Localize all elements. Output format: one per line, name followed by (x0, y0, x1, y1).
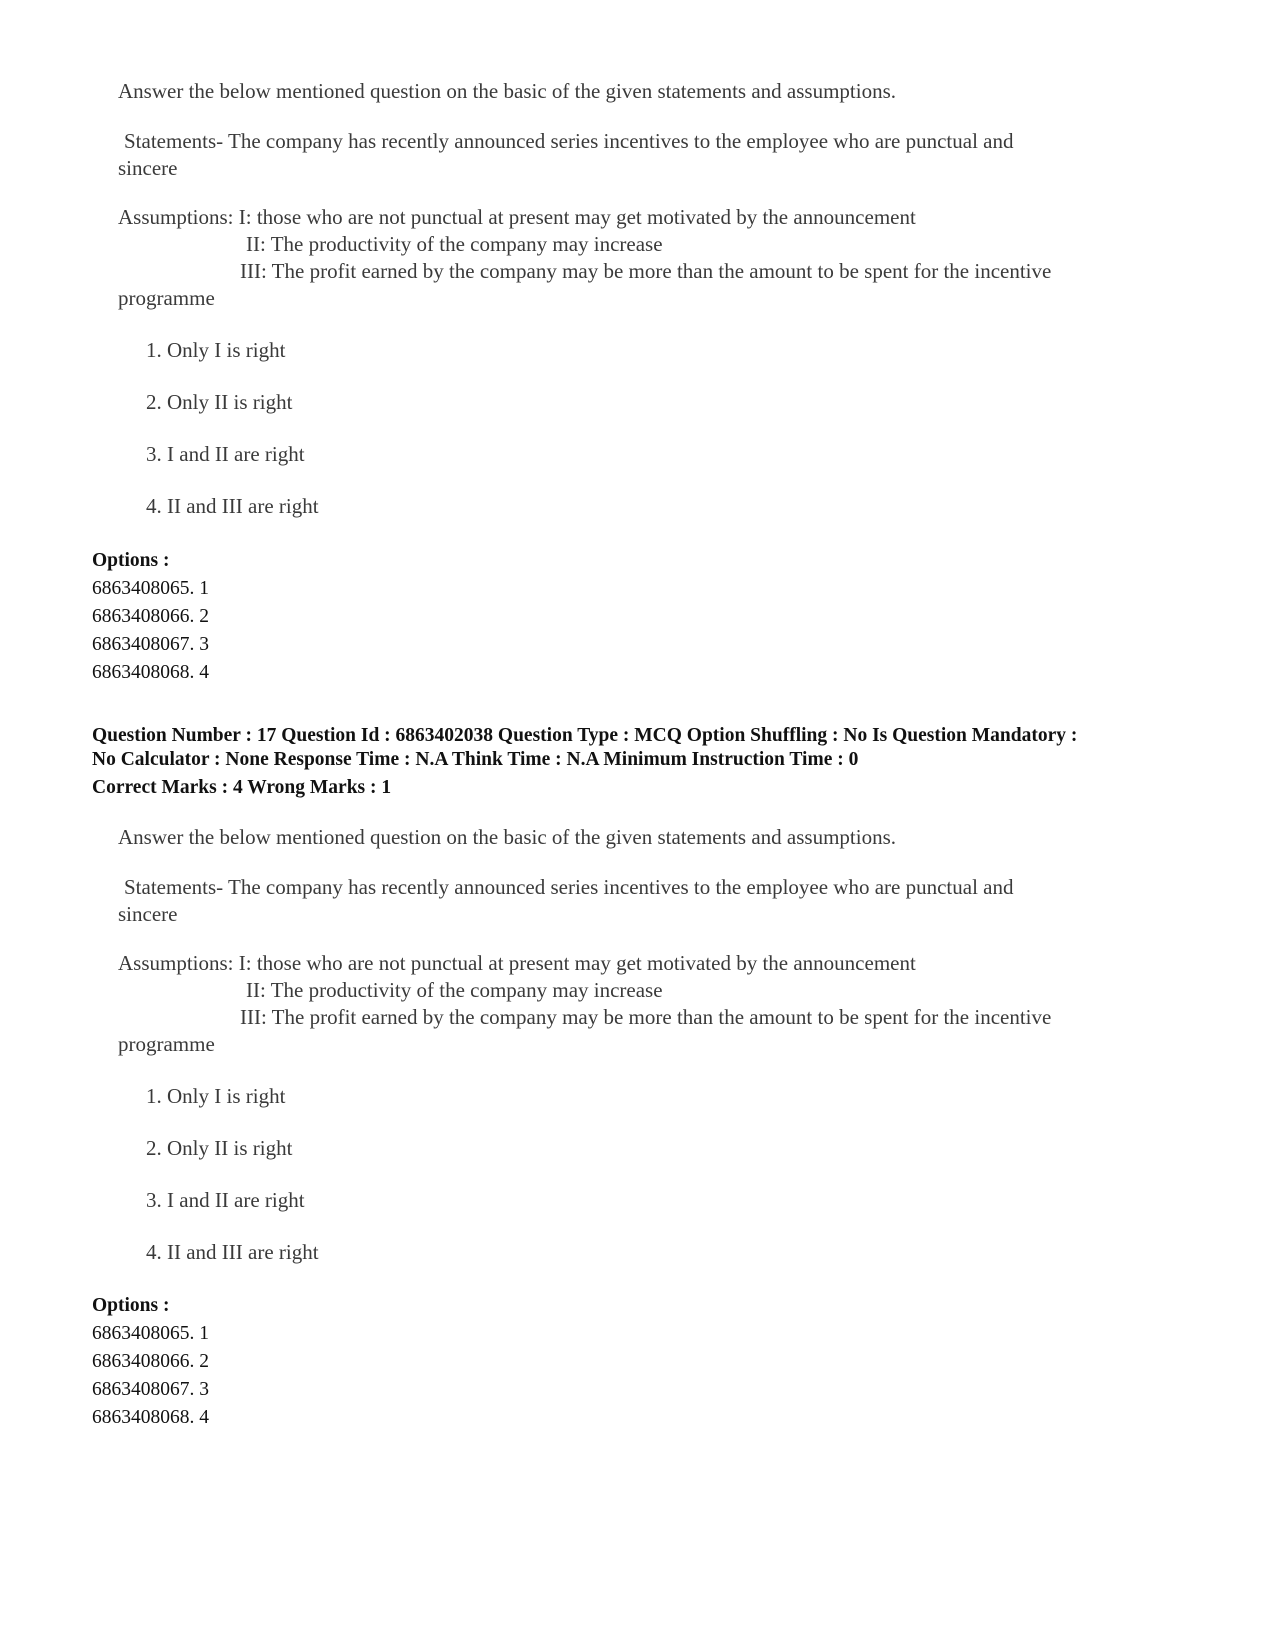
question-intro: Answer the below mentioned question on the basic of the given statements and assumptions. (118, 825, 897, 849)
statement-line-1: Statements- The company has recently announced series incentives to the employee who are punctual and (124, 129, 1014, 153)
option-item: 6863408067. 3 (92, 1379, 209, 1400)
choice-1: 1. Only I is right (146, 1084, 286, 1108)
assumption-3-cont: programme (118, 1032, 215, 1056)
choice-3: 3. I and II are right (146, 442, 305, 466)
assumption-3-cont: programme (118, 286, 215, 310)
option-item: 6863408068. 4 (92, 662, 209, 683)
question-header-line-2: No Calculator : None Response Time : N.A Think Time : N.A Minimum Instruction Time : 0 (92, 749, 859, 770)
assumption-3: III: The profit earned by the company may be more than the amount to be spent for the incentive (240, 1005, 1052, 1029)
question-intro: Answer the below mentioned question on the basic of the given statements and assumptions. (118, 79, 897, 103)
choice-4: 4. II and III are right (146, 1240, 319, 1264)
options-label: Options : (92, 550, 170, 571)
choice-2: 2. Only II is right (146, 1136, 293, 1160)
option-item: 6863408066. 2 (92, 606, 209, 627)
option-item: 6863408065. 1 (92, 578, 209, 599)
choice-3: 3. I and II are right (146, 1188, 305, 1212)
question-marks: Correct Marks : 4 Wrong Marks : 1 (92, 777, 392, 798)
option-item: 6863408066. 2 (92, 1351, 209, 1372)
option-item: 6863408065. 1 (92, 1323, 209, 1344)
statement-line-2: sincere (118, 902, 178, 926)
assumption-2: II: The productivity of the company may increase (246, 978, 663, 1002)
assumption-2: II: The productivity of the company may increase (246, 232, 663, 256)
assumption-3: III: The profit earned by the company may be more than the amount to be spent for the incentive (240, 259, 1052, 283)
option-item: 6863408067. 3 (92, 634, 209, 655)
option-item: 6863408068. 4 (92, 1407, 209, 1428)
choice-4: 4. II and III are right (146, 494, 319, 518)
statement-line-2: sincere (118, 156, 178, 180)
assumption-1: Assumptions: I: those who are not punctual at present may get motivated by the announcement (118, 951, 916, 975)
options-label: Options : (92, 1295, 170, 1316)
assumption-1: Assumptions: I: those who are not punctual at present may get motivated by the announcement (118, 205, 916, 229)
statement-line-1: Statements- The company has recently announced series incentives to the employee who are punctual and (124, 875, 1014, 899)
choice-2: 2. Only II is right (146, 390, 293, 414)
question-header-line-1: Question Number : 17 Question Id : 6863402038 Question Type : MCQ Option Shuffling : No Is Question Mandatory : (92, 725, 1078, 746)
choice-1: 1. Only I is right (146, 338, 286, 362)
